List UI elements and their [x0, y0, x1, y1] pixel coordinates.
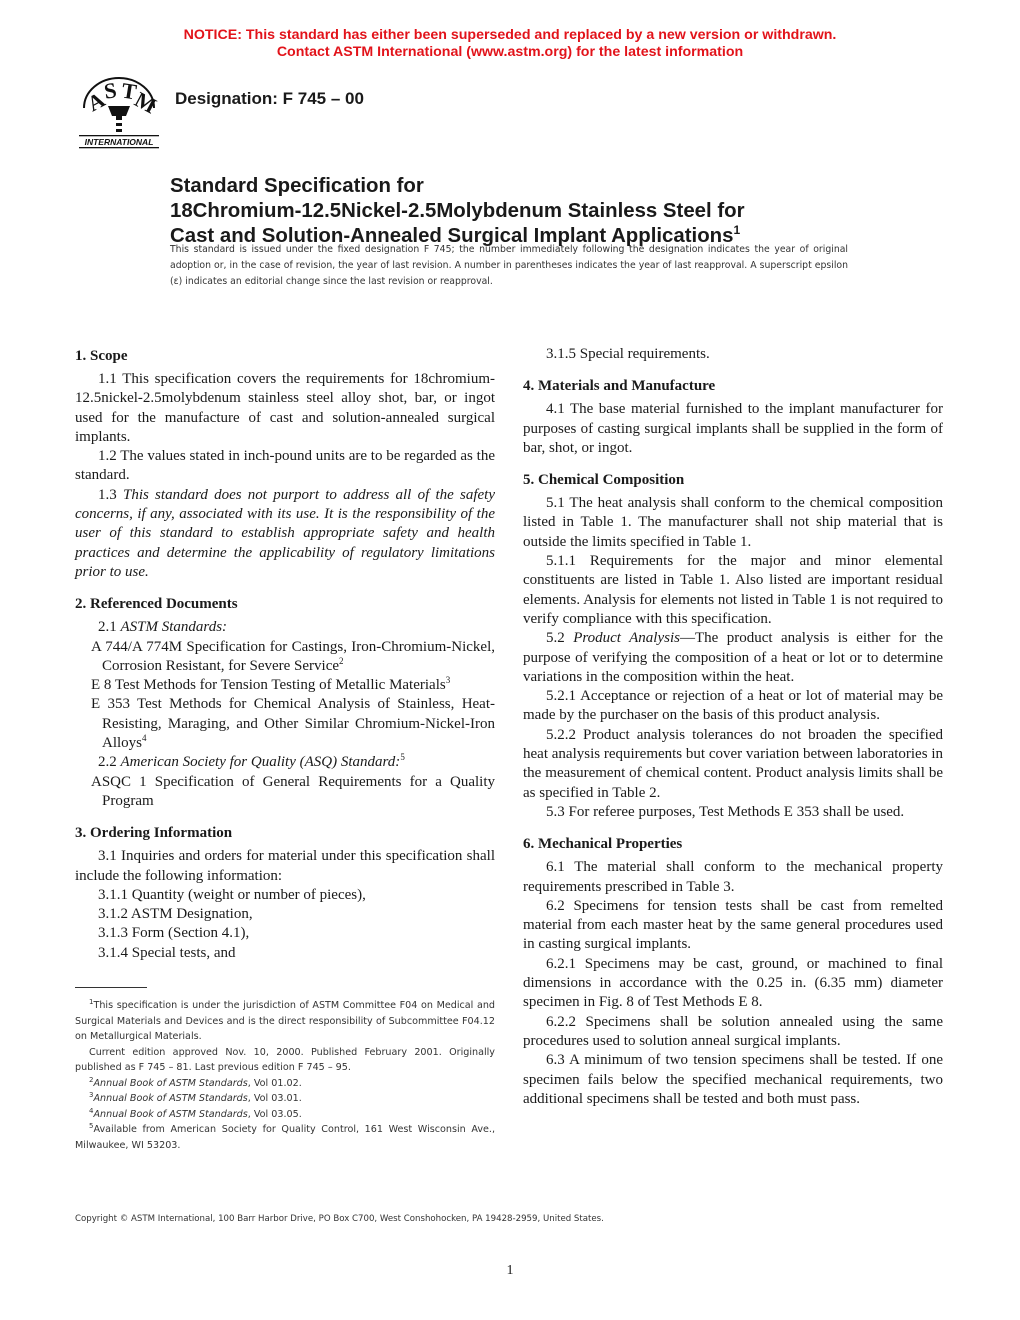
heading-ordering-information: 3. Ordering Information [75, 825, 233, 842]
heading-scope: 1. Scope [75, 348, 128, 364]
item-3-1-4: 3.1.4 Special tests, and [98, 944, 236, 961]
para-5-3: 5.3 For referee purposes, Test Methods E 353 shall be used. [546, 803, 905, 820]
astm-logo-icon [78, 72, 160, 150]
svg-text:S: S [102, 77, 119, 104]
footnote-3-title: Annual Book of ASTM Standards [93, 1093, 248, 1104]
intro-paragraph: This standard is issued under the fixed designation F 745; the number immediately following the designation indicates the year of original adoption or, in the case of revision, the year of last revision. A number in parentheses indicates the year of last reapproval. A superscript epsilon (ε) indicates an editorial change since the last revision or reapproval. [170, 244, 848, 287]
footnotes [75, 998, 495, 1153]
para-2-1 [75, 618, 495, 637]
title-line-2: 18Chromium-12.5Nickel-2.5Molybdenum Stainless Steel for [170, 200, 745, 222]
section-materials-manufacture [523, 375, 943, 458]
section-referenced-documents [75, 593, 495, 811]
right-column [523, 345, 943, 1109]
ref-a744-sup: 2 [339, 655, 344, 666]
ref-e353-sup: 4 [142, 733, 147, 744]
item-3-1-3: 3.1.3 Form (Section 4.1), [98, 925, 250, 942]
footnote-4 [75, 1107, 495, 1123]
notice-line-1: NOTICE: This standard has either been superseded and replaced by a new version or withdrawn. [183, 27, 837, 43]
section-mechanical-properties [523, 833, 943, 1109]
notice-banner [0, 27, 1020, 61]
title-footnote-ref: 1 [733, 223, 741, 238]
heading-chemical-composition: 5. Chemical Composition [523, 472, 685, 489]
item-3-1-2: 3.1.2 ASTM Designation, [98, 906, 253, 923]
footnote-3-sup: 3 [89, 1090, 94, 1099]
page-title [170, 174, 890, 249]
ref-e353 [75, 695, 495, 753]
title-line-3-text: Cast and Solution-Annealed Surgical Implant Applications [170, 225, 734, 247]
ref-a744 [75, 638, 495, 677]
para-3-1: 3.1 Inquiries and orders for material under this specification shall include the following information: [75, 848, 495, 884]
para-1-1: 1.1 This specification covers the requirements for 18chromium-12.5nickel-2.5molybdenum stainless steel alloy shot, bar, or ingot used for the manufacture of cast and solution-annealed surgical implants. [75, 371, 495, 445]
title-line-1: Standard Specification for [170, 175, 424, 197]
svg-text:T: T [120, 77, 139, 105]
para-5-1-1: 5.1.1 Requirements for the major and minor elemental constituents are listed in Table 1. Also listed are important residual elements. Analysis for elements not listed in Table 1 is not required to verify compliance with this specification. [523, 553, 943, 627]
item-3-1-1: 3.1.1 Quantity (weight or number of pieces), [98, 886, 366, 903]
copyright: Copyright © ASTM International, 100 Barr Harbor Drive, PO Box C700, West Conshohocken, PA 19428-2959, United States. [75, 1214, 604, 1224]
designation: Designation: F 745 – 00 [175, 89, 364, 108]
para-5-2-text: —The product analysis is either for the purpose of verifying the composition of a heat or lot or to determine variations in the composition within the heat. [523, 630, 943, 685]
para-2-2-sup: 5 [400, 752, 405, 763]
para-5-2 [523, 629, 943, 687]
footnote-4-vol: , Vol 03.05. [247, 1108, 302, 1120]
footnote-3 [75, 1091, 495, 1107]
para-1-2: 1.2 The values stated in inch-pound units are to be regarded as the standard. [75, 448, 495, 484]
footnote-divider [75, 987, 147, 988]
footnote-2-vol: , Vol 01.02. [247, 1077, 302, 1089]
ref-asqc1: ASQC 1 Specification of General Requirements for a Quality Program [91, 773, 495, 809]
heading-materials-manufacture: 4. Materials and Manufacture [523, 378, 716, 395]
para-5-2-num: 5.2 [546, 630, 565, 647]
ref-e8-text: E 8 Test Methods for Tension Testing of Metallic Materials [91, 677, 446, 694]
footnote-1b: Current edition approved Nov. 10, 2000. Published February 2001. Originally published as F 745 – 81. Last previous edition F 745 – 95. [75, 1046, 495, 1073]
footnote-2-title: Annual Book of ASTM Standards [93, 1077, 248, 1089]
para-5-2-label: Product Analysis [573, 630, 680, 647]
para-2-2-text: American Society for Quality (ASQ) Standard: [120, 754, 401, 771]
para-5-1: 5.1 The heat analysis shall conform to the chemical composition listed in Table 1. The manufacturer shall not ship material that is outside the limits specified in Table 1. [523, 495, 943, 550]
para-2-2-num: 2.2 [98, 754, 117, 771]
para-6-3: 6.3 A minimum of two tension specimens shall be tested. If one specimen fails below the specified mechanical requirements, two additional specimens shall be tested and both must pass. [523, 1052, 943, 1107]
ref-e8-sup: 3 [445, 675, 451, 686]
section-scope [75, 345, 495, 582]
para-6-2: 6.2 Specimens for tension tests shall be cast from remelted material from each master heat by the same general procedures used in casting surgical implants. [523, 897, 943, 953]
left-column [75, 345, 495, 963]
heading-mechanical-properties: 6. Mechanical Properties [523, 836, 683, 853]
logo-text: INTERNATIONAL [84, 137, 154, 147]
notice-line-2: Contact ASTM International (www.astm.org) for the latest information [276, 44, 744, 60]
footnote-4-title: Annual Book of ASTM Standards [93, 1108, 248, 1120]
footnote-5-text: Available from American Society for Quality Control, 161 West Wisconsin Ave., Milwaukee, WI 53203. [75, 1124, 495, 1151]
para-1-3 [75, 486, 495, 582]
footnote-2 [75, 1076, 495, 1092]
para-1-3-num: 1.3 [98, 486, 117, 503]
para-6-2-2: 6.2.2 Specimens shall be solution annealed using the same procedures used to solution anneal surgical implants. [523, 1013, 943, 1049]
svg-text:A: A [83, 86, 109, 117]
para-6-2-1: 6.2.1 Specimens may be cast, ground, or machined to final dimensions in accordance with the 0.25 in. (6.35 mm) diameter specimen in Fig. 8 of Test Methods E 8. [523, 955, 943, 1011]
footnote-1-sup: 1 [89, 997, 94, 1006]
section-ordering-information [75, 822, 495, 963]
heading-referenced-documents: 2. Referenced Documents [75, 596, 238, 613]
para-2-1-text: ASTM Standards: [120, 619, 228, 636]
para-5-2-1: 5.2.1 Acceptance or rejection of a heat or lot of material may be made by the purchaser on the basis of this product analysis. [523, 688, 943, 724]
para-2-2 [75, 753, 495, 772]
para-2-1-num: 2.1 [98, 619, 117, 636]
item-3-1-5: 3.1.5 Special requirements. [546, 346, 710, 362]
ref-e8 [75, 676, 495, 695]
para-4-1: 4.1 The base material furnished to the implant manufacturer for purposes of casting surgical implants shall be supplied in the form of bar, shot, or ingot. [523, 401, 943, 456]
svg-text:M: M [130, 86, 160, 119]
ref-a744-text: A 744/A 774M Specification for Castings, Iron-Chromium-Nickel, Corrosion Resistant, for Severe Service [91, 638, 495, 674]
footnote-3-vol: , Vol 03.01. [247, 1093, 302, 1104]
footnote-2-sup: 2 [89, 1075, 94, 1084]
para-5-2-2: 5.2.2 Product analysis tolerances do not broaden the specified heat analysis requirements but cover variation between laboratories in the measurement of chemical content. Product analysis limits shall be as specified in Table 2. [523, 726, 943, 801]
footnote-1-text: This specification is under the jurisdiction of ASTM Committee F04 on Medical and Surgical Materials and Devices and is the direct responsibility of Subcommittee F04.12 on Metallurgical Materials. [75, 1000, 495, 1042]
footnote-5 [75, 1122, 495, 1153]
footnote-5-sup: 5 [89, 1121, 94, 1130]
para-6-1: 6.1 The material shall conform to the mechanical property requirements prescribed in Table 3. [523, 859, 943, 895]
footnote-4-sup: 4 [89, 1106, 94, 1115]
section-chemical-composition [523, 469, 943, 822]
para-1-3-text: This standard does not purport to address all of the safety concerns, if any, associated with its use. It is the responsibility of the user of this standard to establish appropriate safety and health practices and determine the applicability of regulatory limitations prior to use. [75, 486, 496, 580]
page-number: 1 [506, 1263, 514, 1278]
footnote-1 [75, 998, 495, 1045]
ref-e353-text: E 353 Test Methods for Chemical Analysis of Stainless, Heat-Resisting, Maraging, and Other Similar Chromium-Nickel-Iron Alloys [91, 696, 495, 752]
